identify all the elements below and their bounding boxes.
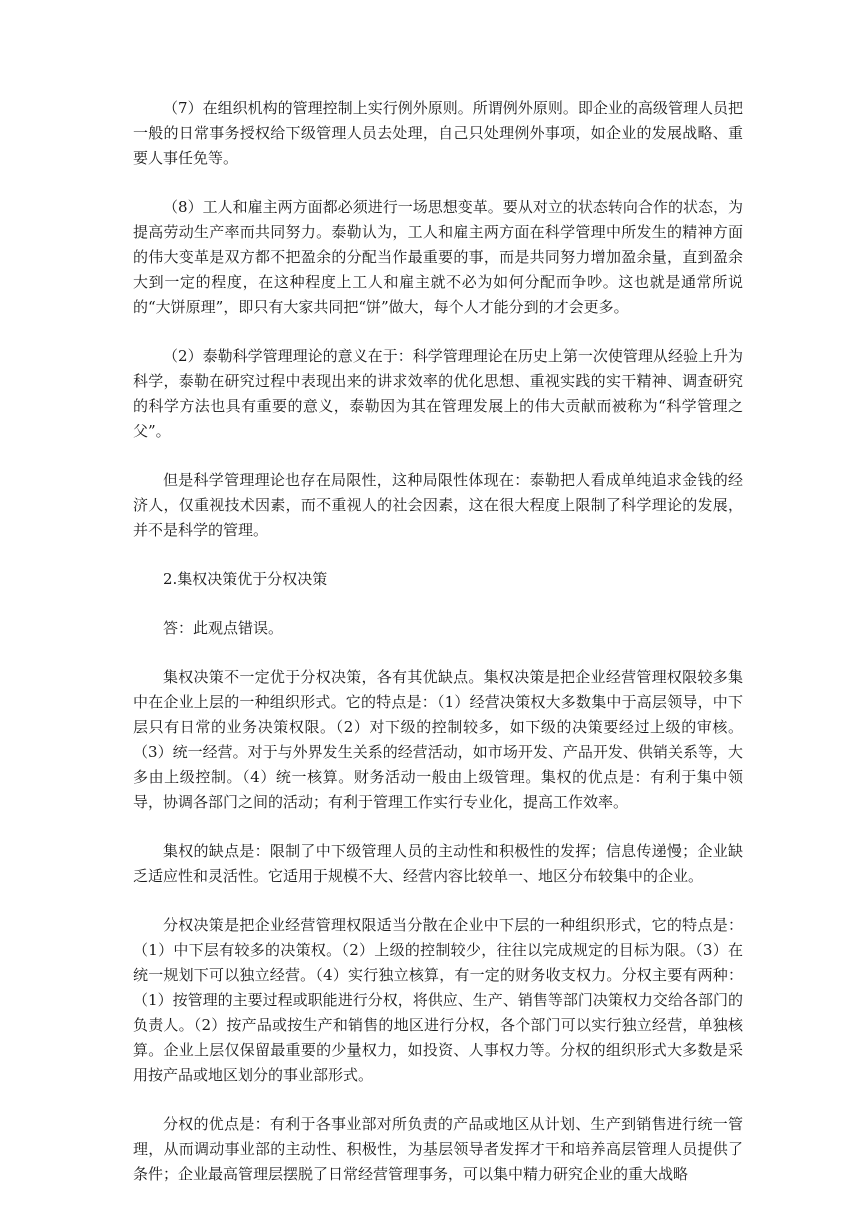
paragraph-centralization-drawbacks: 集权的缺点是：限制了中下级管理人员的主动性和积极性的发挥；信息传递慢；企业缺乏适应性和灵活性。它适用于规模不大、经营内容比较单一、地区分布较集中的企业。 [133,842,743,885]
paragraph-exception-principle: （7）在组织机构的管理控制上实行例外原则。所谓例外原则。即企业的高级管理人员把一般的日常事务授权给下级管理人员去处理，自己只处理例外事项，如企业的发展战略、重要人事任免等。 [133,99,743,167]
paragraph-decentralization-advantages: 分权的优点是：有利于各事业部对所负责的产品或地区从计划、生产到销售进行统一管理，从而调动事业部的主动性、积极性，为基层领导者发挥才干和培养高层管理人员提供了条件；企业最高管理层摆脱了日常经营管理事务，可以集中精力研究企业的重大战略 [133,1115,743,1183]
question-heading: 2.集权决策优于分权决策 [163,570,328,588]
paragraph-taylor-significance: （2）泰勒科学管理理论的意义在于：科学管理理论在历史上第一次使管理从经验上升为科学，泰勒在研究过程中表现出来的讲求效率的优化思想、重视实践的实干精神、调查研究的科学方法也具有重要的意义，泰勒因为其在管理发展上的伟大贡献而被称为“科学管理之父”。 [133,347,743,440]
paragraph-centralization: 集权决策不一定优于分权决策，各有其优缺点。集权决策是把企业经营管理权限较多集中在企业上层的一种组织形式。它的特点是：（1）经营决策权大多数集中于高层领导，中下层只有日常的业务决策权限。（2）对下级的控制较多，如下级的决策要经过上级的审核。（3）统一经营。对于与外界发生关系的经营活动，如市场开发、产品开发、供销关系等，大多由上级控制。（4）统一核算。财务活动一般由上级管理。集权的优点是：有利于集中领导，协调各部门之间的活动；有利于管理工作实行专业化，提高工作效率。 [133,668,743,811]
paragraph-decentralization: 分权决策是把企业经营管理权限适当分散在企业中下层的一种组织形式，它的特点是：（1）中下层有较多的决策权。（2）上级的控制较少，往往以完成规定的目标为限。（3）在统一规划下可以独立经营。（4）实行独立核算，有一定的财务收支权力。分权主要有两种：（1）按管理的主要过程或职能进行分权，将供应、生产、销售等部门决策权力交给各部门的负责人。（2）按产品或按生产和销售的地区进行分权，各个部门可以实行独立经营，单独核算。企业上层仅保留最重要的少量权力，如投资、人事权力等。分权的组织形式大多数是采用按产品或地区划分的事业部形式。 [133,916,743,1084]
answer-line: 答：此观点错误。 [163,619,284,637]
paragraph-limitations: 但是科学管理理论也存在局限性，这种局限性体现在：泰勒把人看成单纯追求金钱的经济人，仅重视技术因素，而不重视人的社会因素，这在很大程度上限制了科学理论的发展，并不是科学的管理。 [133,471,743,539]
paragraph-mental-revolution: （8）工人和雇主两方面都必须进行一场思想变革。要从对立的状态转向合作的状态，为提高劳动生产率而共同努力。泰勒认为，工人和雇主两方面在科学管理中所发生的精神方面的伟大变革是双方都不把盈余的分配当作最重要的事，而是共同努力增加盈余量，直到盈余大到一定的程度，在这种程度上工人和雇主就不必为如何分配而争吵。这也就是通常所说的“大饼原理”，即只有大家共同把“饼”做大，每个人才能分到的才会更多。 [133,198,743,316]
